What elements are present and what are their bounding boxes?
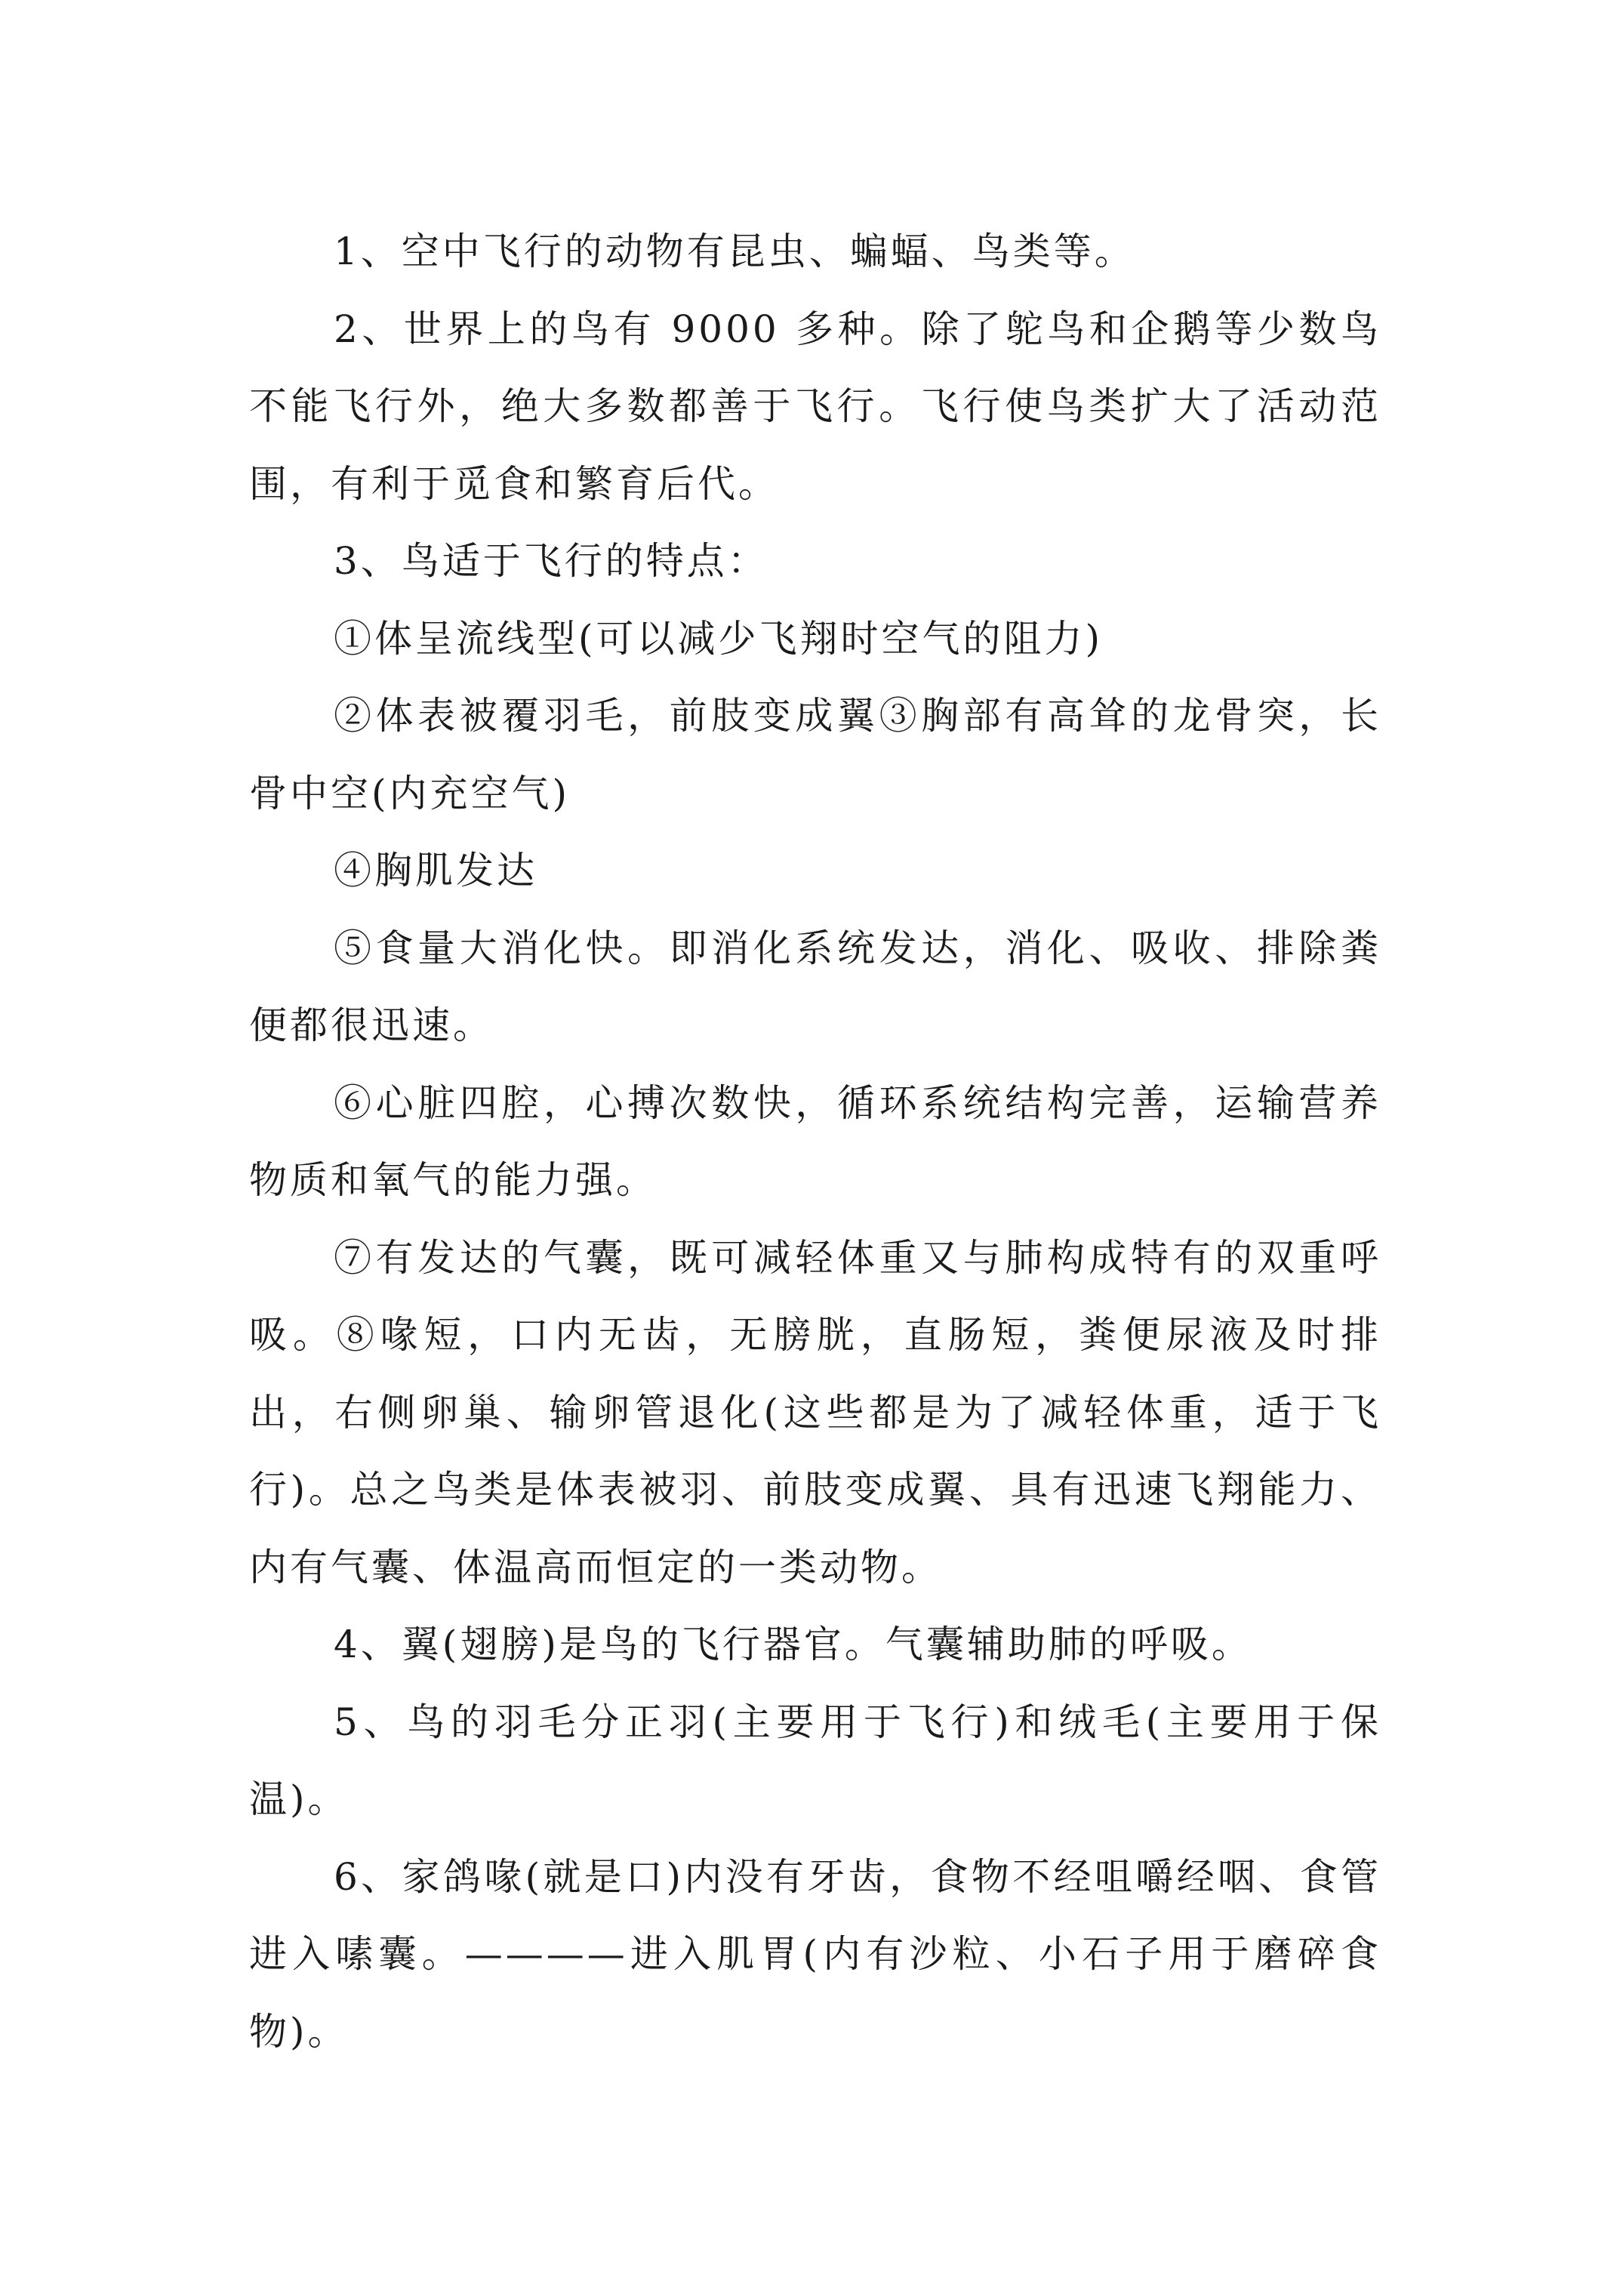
paragraph-feature-6: ⑥心脏四腔，心搏次数快，循环系统结构完善，运输营养物质和氧气的能力强。	[249, 1080, 1381, 1202]
paragraph-6: 6、家鸽喙(就是口)内没有牙齿，食物不经咀嚼经咽、食管进入嗉囊。————进入肌胃(内有沙粒、小石子用于磨碎食物)。	[249, 1854, 1381, 2054]
document-body	[249, 213, 1381, 2070]
paragraph-1: 1、空中飞行的动物有昆虫、蝙蝠、鸟类等。	[334, 230, 1135, 273]
paragraph-4: 4、翼(翅膀)是鸟的飞行器官。气囊辅助肺的呼吸。	[334, 1623, 1252, 1666]
paragraph-2: 2、世界上的鸟有 9000 多种。除了鸵鸟和企鹅等少数鸟不能飞行外，绝大多数都善于飞行。飞行使鸟类扩大了活动范围，有利于觅食和繁育后代。	[249, 307, 1381, 506]
paragraph-feature-4: ④胸肌发达	[334, 849, 537, 892]
paragraph-5: 5、鸟的羽毛分正羽(主要用于飞行)和绒毛(主要用于保温)。	[249, 1700, 1381, 1821]
paragraph-3: 3、鸟适于飞行的特点：	[334, 539, 768, 583]
paragraph-feature-5: ⑤食量大消化快。即消化系统发达，消化、吸收、排除粪便都很迅速。	[249, 926, 1381, 1047]
paragraph-feature-1: ①体呈流线型(可以减少飞翔时空气的阻力)	[334, 616, 1104, 661]
paragraph-feature-7-8: ⑦有发达的气囊，既可减轻体重又与肺构成特有的双重呼吸。⑧喙短，口内无齿，无膀胱，直肠短，粪便尿液及时排出，右侧卵巢、输卵管退化(这些都是为了减轻体重，适于飞行)。总之鸟类是体表被羽、前肢变成翼、具有迅速飞翔能力、内有气囊、体温高而恒定的一类动物。	[249, 1235, 1381, 1589]
paragraph-feature-2-3: ②体表被覆羽毛，前肢变成翼③胸部有高耸的龙骨突，长骨中空(内充空气)	[249, 694, 1381, 815]
